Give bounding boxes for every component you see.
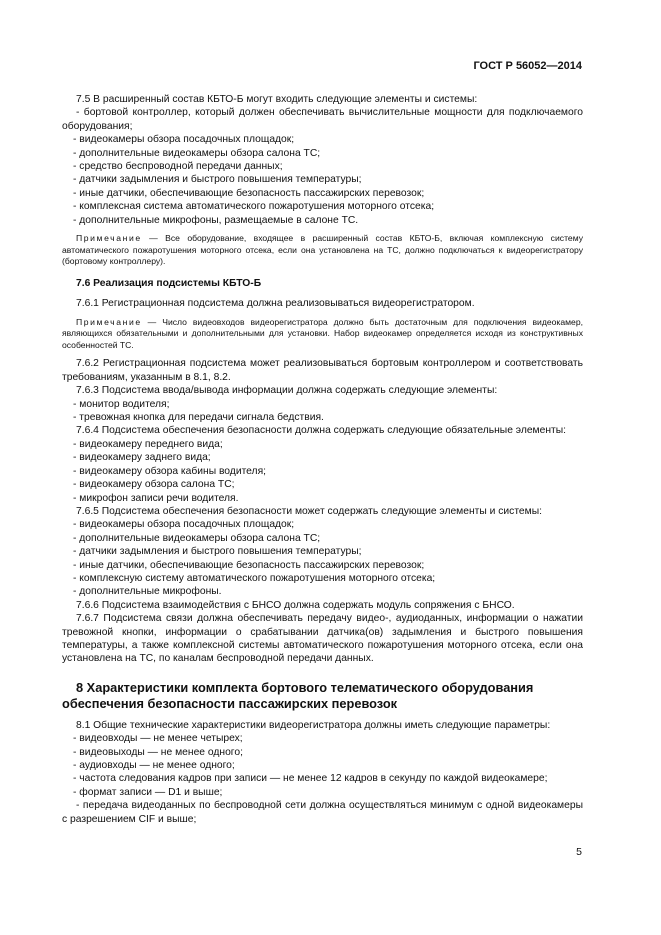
paragraph-7-6-2: 7.6.2 Регистрационная подсистема может реализовываться бортовым контроллером и соответствовать требованиям, указанным в 8.1, 8.2. bbox=[62, 358, 583, 383]
list-item: - видеокамеру переднего вида; bbox=[73, 438, 223, 450]
list-item: - датчики задымления и быстрого повышения температуры; bbox=[73, 174, 362, 186]
list-item: - дополнительные микрофоны. bbox=[73, 586, 222, 598]
list-item: - комплексная система автоматического пожаротушения моторного отсека; bbox=[73, 201, 435, 213]
paragraph-7-6-1: 7.6.1 Регистрационная подсистема должна реализовываться видеорегистратором. bbox=[76, 298, 475, 310]
section-7-5-list bbox=[62, 133, 583, 227]
section-8-title: 8 Характеристики комплекта бортового телематического оборудования обеспечения безопасности пассажирских перевозок bbox=[62, 679, 534, 711]
list-item: - передача видеоданных по беспроводной сети должна осуществляться минимум с одной видеокамеры с разрешением CIF и выше; bbox=[62, 800, 583, 825]
list-item: - видеокамеру обзора кабины водителя; bbox=[73, 465, 267, 477]
page-content bbox=[62, 93, 583, 826]
list-item: - иные датчики, обеспечивающие безопасность пассажирских перевозок; bbox=[73, 187, 425, 199]
standard-header: ГОСТ Р 56052—2014 bbox=[473, 60, 582, 72]
list-item: - датчики задымления и быстрого повышения температуры; bbox=[73, 546, 362, 558]
list-item: - видеовходы — не менее четырех; bbox=[73, 733, 243, 745]
paragraph-8-1: 8.1 Общие технические характеристики видеорегистратора должны иметь следующие параметры: bbox=[76, 719, 551, 731]
note-7-5 bbox=[62, 233, 583, 268]
list-item: - иные датчики, обеспечивающие безопасность пассажирских перевозок; bbox=[73, 559, 425, 571]
list-item: - дополнительные микрофоны, размещаемые в салоне ТС. bbox=[73, 214, 359, 226]
list-item: - формат записи — D1 и выше; bbox=[73, 786, 223, 798]
list-item: - комплексную систему автоматического пожаротушения моторного отсека; bbox=[73, 572, 436, 584]
list-item: - видеокамеру заднего вида; bbox=[73, 452, 211, 464]
list-item: - аудиовходы — не менее одного; bbox=[73, 760, 235, 771]
paragraph-7-6-7: 7.6.7 Подсистема связи должна обеспечивать передачу видео-, аудиоданных, информации о нажатии тревожной кнопки, информации о срабатывании датчика(ов) задымления и быстрого повышения температуры, а также комплексной системы автоматического пожаротушения моторного отсека, если она установлена на ТС, по каналам беспроводной передачи данных. bbox=[62, 613, 583, 665]
list-item: - дополнительные видеокамеры обзора салона ТС; bbox=[73, 147, 321, 159]
page-number: 5 bbox=[576, 846, 582, 858]
list-item: - монитор водителя; bbox=[73, 398, 170, 410]
list-item: - дополнительные видеокамеры обзора салона ТС; bbox=[73, 532, 321, 544]
note-label: Примечание bbox=[76, 316, 142, 327]
paragraph-7-6-4: 7.6.4 Подсистема обеспечения безопасности должна содержать следующие обязательные элементы: bbox=[76, 425, 567, 437]
subsection-7-6-title: 7.6 Реализация подсистемы КБТО-Б bbox=[76, 277, 262, 289]
paragraph-7-6-3: 7.6.3 Подсистема ввода/вывода информации должна содержать следующие элементы: bbox=[76, 385, 498, 397]
list-item: - видеокамеру обзора салона ТС; bbox=[73, 479, 235, 491]
list-item: - микрофон записи речи водителя. bbox=[73, 492, 239, 504]
note-text: — Все оборудование, входящее в расширенный состав КБТО-Б, включая комплексную систему автоматического пожаротушения моторного отсека, если она установлена на ТС, должно подключаться к видеорегистратору (бортовому контроллеру). bbox=[62, 233, 583, 267]
note-7-6-1 bbox=[62, 317, 583, 352]
list-item: - бортовой контроллер, который должен обеспечивать вычислительные мощности для подключаемого оборудования; bbox=[62, 107, 583, 132]
list-item: - частота следования кадров при записи — не менее 12 кадров в секунду по каждой видеокамере; bbox=[73, 773, 548, 785]
note-label: Примечание bbox=[76, 233, 142, 244]
note-text: — Число видеовходов видеорегистратора должно быть достаточным для подключения видеокамер, являющихся обязательными и дополнительными для установки. Набор видеокамер определяется исходя из конструктивных особенностей ТС. bbox=[62, 316, 583, 350]
list-item: - видеовыходы — не менее одного; bbox=[73, 746, 243, 758]
list-item: - средство беспроводной передачи данных; bbox=[73, 161, 283, 173]
list-item: - видеокамеры обзора посадочных площадок; bbox=[73, 134, 295, 146]
paragraph-7-6-5: 7.6.5 Подсистема обеспечения безопасности может содержать следующие элементы и системы: bbox=[76, 505, 542, 517]
list-item: - видеокамеры обзора посадочных площадок; bbox=[73, 519, 295, 531]
paragraph-7-6-6: 7.6.6 Подсистема взаимодействия с БНСО должна содержать модуль сопряжения с БНСО. bbox=[76, 599, 515, 611]
list-item: - тревожная кнопка для передачи сигнала бедствия. bbox=[73, 412, 324, 424]
section-7-5-intro: 7.5 В расширенный состав КБТО-Б могут входить следующие элементы и системы: bbox=[76, 94, 478, 105]
